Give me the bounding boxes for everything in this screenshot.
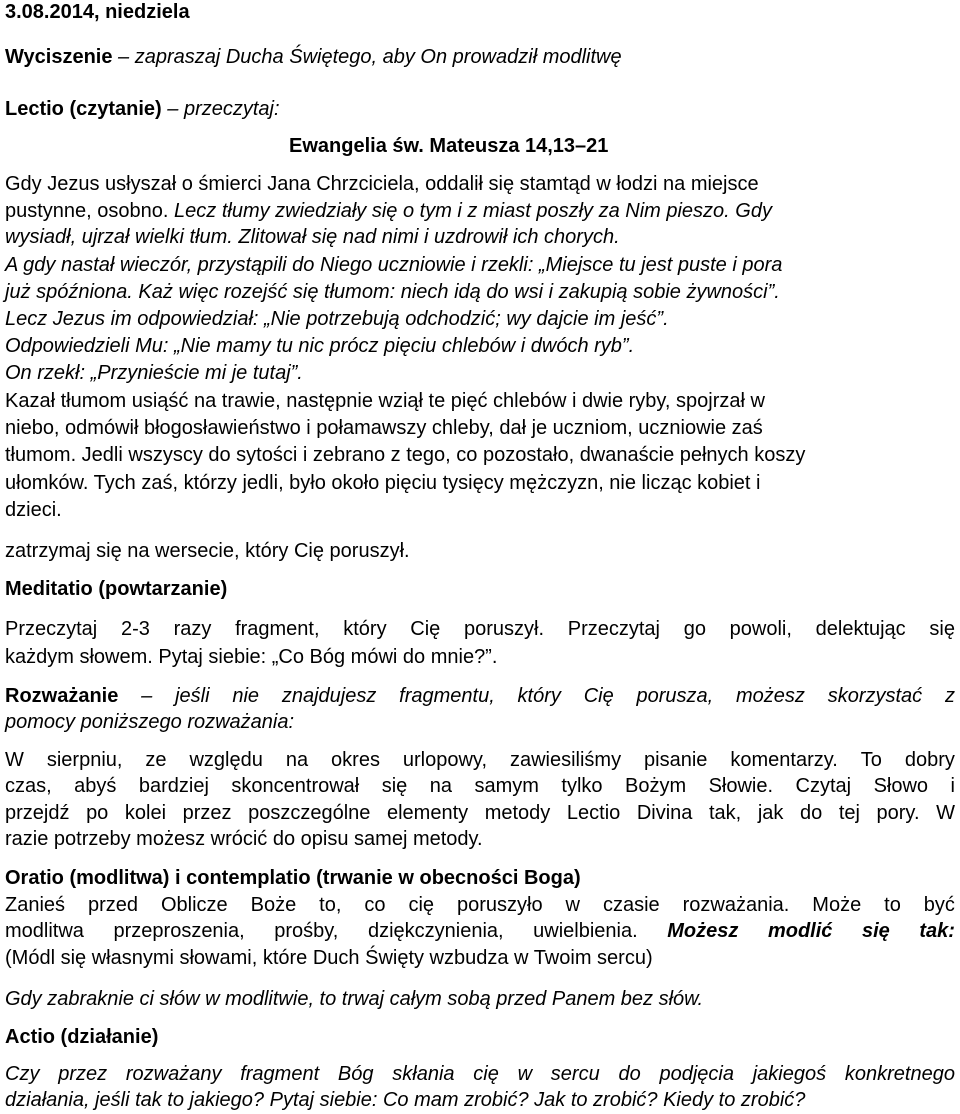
- word: prośby,: [274, 920, 339, 942]
- word: dobry: [904, 749, 955, 771]
- word: uwielbienia.: [533, 920, 638, 942]
- word: urlopowy,: [402, 749, 488, 771]
- word: względu: [189, 749, 263, 771]
- word: fragment: [240, 1063, 320, 1085]
- gospel-line: [5, 172, 759, 196]
- word: pisanie: [644, 749, 708, 771]
- word: Cię: [583, 685, 614, 707]
- actio-line-2: działania, jeśli tak to jakiego? Pytaj siebie: Co mam zrobić? Jak to zrobić? Kiedy to zrobić?: [5, 1089, 806, 1111]
- oratio-line-2: [5, 919, 955, 943]
- word: z: [944, 685, 955, 707]
- word: samym: [474, 775, 539, 797]
- word: czasie: [602, 894, 660, 916]
- word: Divina: [636, 802, 693, 824]
- rozwazanie-para-line-2: [5, 774, 955, 798]
- gospel-segment: Każ więc rozejść się tłumom: niech idą do wsi i zakupią sobie żywności”.: [138, 281, 780, 303]
- rozwazanie-para-line-1: [5, 748, 955, 772]
- actio-line-1: [5, 1062, 955, 1086]
- word: Cię: [410, 618, 441, 640]
- gospel-segment: dzieci.: [5, 499, 62, 521]
- gospel-segment: Kazał tłumom usiąść na trawie, następnie wziął te pięć chlebów i dwie ryby, spojrzał w: [5, 390, 765, 412]
- word: w: [565, 894, 580, 916]
- gospel-segment: Lecz Jezus im odpowiedział: „Nie potrzebują odchodzić; wy dajcie im jeść”.: [5, 308, 669, 330]
- word: tak:: [919, 920, 955, 942]
- gospel-line: [5, 280, 780, 304]
- word: porusza,: [636, 685, 714, 707]
- word: W: [5, 749, 24, 771]
- silence-label: Wyciszenie: [5, 46, 113, 68]
- date-heading: 3.08.2014, niedziela: [5, 1, 190, 23]
- word: dziękczynienia,: [367, 920, 504, 942]
- word: który: [343, 618, 387, 640]
- stop-note: zatrzymaj się na wersecie, który Cię poruszył.: [5, 540, 410, 562]
- gospel-reference: Ewangelia św. Mateusza 14,13–21: [289, 135, 609, 157]
- word: na: [285, 749, 309, 771]
- word: jakiegoś: [752, 1063, 827, 1085]
- word: pory.: [876, 802, 920, 824]
- gospel-line: [5, 471, 761, 495]
- gospel-line: [5, 253, 782, 277]
- gospel-line: [5, 307, 669, 331]
- gospel-line: [5, 389, 765, 413]
- gospel-line: [5, 443, 805, 467]
- word: być: [923, 894, 955, 916]
- word: metody: [484, 802, 551, 824]
- word: poszczególne: [248, 802, 371, 824]
- gospel-segment: pustynne, osobno.: [5, 200, 175, 222]
- gospel-line: [5, 416, 763, 440]
- word: i: [950, 775, 955, 797]
- word: go: [683, 618, 706, 640]
- word: przez: [182, 802, 232, 824]
- word: Czy: [5, 1063, 40, 1085]
- gospel-line: [5, 334, 634, 358]
- word: Czytaj: [795, 775, 852, 797]
- word: zawiesiliśmy: [509, 749, 622, 771]
- word: rozważania.: [682, 894, 790, 916]
- word: skoncentrował: [231, 775, 360, 797]
- gospel-segment: Odpowiedzieli Mu: „Nie mamy tu nic prócz pięciu chlebów i dwóch ryb”.: [5, 335, 635, 357]
- gospel-line: [5, 361, 303, 385]
- word: Może: [812, 894, 862, 916]
- word: komentarzy.: [730, 749, 838, 771]
- gospel-line: [5, 498, 62, 522]
- word: 2-3: [120, 618, 150, 640]
- word: do: [618, 1063, 641, 1085]
- word: To: [860, 749, 882, 771]
- word: konkretnego: [844, 1063, 955, 1085]
- lectio-line: [5, 97, 280, 121]
- gospel-line: [5, 199, 772, 223]
- word: po: [86, 802, 109, 824]
- word: przejdź: [5, 802, 70, 824]
- meditatio-line-1: [5, 617, 955, 641]
- word: podjęcia: [659, 1063, 734, 1085]
- oratio-line-3: (Módl się własnymi słowami, które Duch Święty wzbudza w Twoim sercu): [5, 947, 653, 969]
- gospel-segment: ułomków. Tych zaś, którzy jedli, było około pięciu tysięcy mężczyzn, nie licząc kobiet i: [5, 472, 761, 494]
- word: przed: [87, 894, 139, 916]
- word: nie: [232, 685, 260, 707]
- word: elementy: [386, 802, 469, 824]
- gospel-line: [5, 225, 620, 249]
- rozwazanie-line-2: pomocy poniższego rozważania:: [5, 711, 295, 733]
- word: jak: [757, 802, 784, 824]
- word: Zanieś: [5, 894, 66, 916]
- word: jeśli: [175, 685, 210, 707]
- word: skłania: [392, 1063, 455, 1085]
- word: delektując: [815, 618, 906, 640]
- word: abyś: [74, 775, 117, 797]
- gospel-segment: tłumom. Jedli wszyscy do sytości i zebrano z tego, co pozostało, dwanaście pełnych koszy: [5, 444, 806, 466]
- word: ze: [145, 749, 167, 771]
- word: Przeczytaj: [567, 618, 660, 640]
- lectio-instruction: – przeczytaj:: [161, 98, 280, 120]
- word: czas,: [5, 775, 52, 797]
- lectio-heading: Lectio (czytanie): [5, 98, 162, 120]
- gospel-segment: Gdy Jezus usłyszał o śmierci Jana Chrzciciela, oddalił się stamtąd w łodzi na miejsce: [5, 173, 759, 195]
- word: co: [364, 894, 386, 916]
- word: Słowo: [873, 775, 929, 797]
- word: –: [141, 685, 153, 707]
- word: modlić: [767, 920, 833, 942]
- gospel-segment: wysiadł, ujrzał wielki tłum.: [5, 226, 239, 248]
- oratio-heading: Oratio (modlitwa) i contemplatio (trwanie w obecności Boga): [5, 867, 581, 889]
- oratio-closing: Gdy zabraknie ci słów w modlitwie, to trwaj całym sobą przed Panem bez słów.: [5, 988, 704, 1010]
- word: Oblicze: [160, 894, 228, 916]
- word: bardziej: [138, 775, 209, 797]
- word: przez: [58, 1063, 108, 1085]
- gospel-segment: niebo, odmówił błogosławieństwo i połamawszy chleby, dał je uczniom, uczniowie zaś: [5, 417, 763, 439]
- rozwazanie-para-line-4: razie potrzeby możesz wrócić do opisu samej metody.: [5, 828, 483, 850]
- gospel-segment: Gdy: [735, 200, 772, 222]
- rozwazanie-para-line-3: [5, 801, 955, 825]
- word: który: [517, 685, 561, 707]
- word: powoli,: [729, 618, 792, 640]
- meditatio-line-2: każdym słowem. Pytaj siebie: „Co Bóg mówi do mnie?”.: [5, 646, 498, 668]
- word: W: [936, 802, 955, 824]
- word: tylko: [561, 775, 603, 797]
- word: przeproszenia,: [113, 920, 245, 942]
- word: Przeczytaj: [5, 618, 98, 640]
- word: się: [929, 618, 955, 640]
- gospel-segment: Zlitował się nad nimi i uzdrowił ich chorych.: [238, 226, 620, 248]
- word: możesz: [736, 685, 805, 707]
- word: fragment,: [235, 618, 320, 640]
- meditatio-heading: Meditatio (powtarzanie): [5, 578, 228, 600]
- word: do: [799, 802, 823, 824]
- word: Boże: [250, 894, 297, 916]
- gospel-segment: A gdy nastał wieczór, przystąpili do Niego uczniowie i rzekli: „Miejsce tu jest puste i pora: [5, 254, 783, 276]
- word: poruszył.: [464, 618, 545, 640]
- word: tak,: [709, 802, 742, 824]
- rozwazanie-line-1: [5, 684, 955, 708]
- word: Bożym: [624, 775, 687, 797]
- silence-line: [5, 45, 622, 69]
- word: się: [381, 775, 408, 797]
- word: Możesz: [667, 920, 739, 942]
- gospel-segment: już spóźniona.: [5, 281, 139, 303]
- word: cię: [473, 1063, 499, 1085]
- oratio-line-1: [5, 893, 955, 917]
- word: się: [861, 920, 890, 942]
- word: to,: [319, 894, 342, 916]
- word: kolei: [124, 802, 167, 824]
- word: sierpniu,: [46, 749, 123, 771]
- gospel-segment: On rzekł: „Przynieście mi je tutaj”.: [5, 362, 303, 384]
- word: fragmentu,: [399, 685, 495, 707]
- word: skorzystać: [827, 685, 923, 707]
- word: cię: [408, 894, 435, 916]
- word: okres: [331, 749, 380, 771]
- rozwazanie-heading: Rozważanie: [5, 685, 119, 707]
- word: modlitwa: [5, 920, 84, 942]
- word: rozważany: [125, 1063, 222, 1085]
- word: Bóg: [337, 1063, 374, 1085]
- word: tej: [838, 802, 860, 824]
- word: to: [884, 894, 901, 916]
- word: razy: [173, 618, 212, 640]
- word: Słowie.: [708, 775, 774, 797]
- actio-heading: Actio (działanie): [5, 1026, 159, 1048]
- word: Lectio: [566, 802, 621, 824]
- silence-text: – zapraszaj Ducha Świętego, aby On prowadził modlitwę: [112, 46, 622, 68]
- word: znajdujesz: [281, 685, 377, 707]
- word: na: [429, 775, 452, 797]
- word: poruszyło: [456, 894, 543, 916]
- word: sercu: [550, 1063, 600, 1085]
- word: w: [517, 1063, 533, 1085]
- gospel-segment: Lecz tłumy zwiedziały się o tym i z miast poszły za Nim pieszo.: [174, 200, 736, 222]
